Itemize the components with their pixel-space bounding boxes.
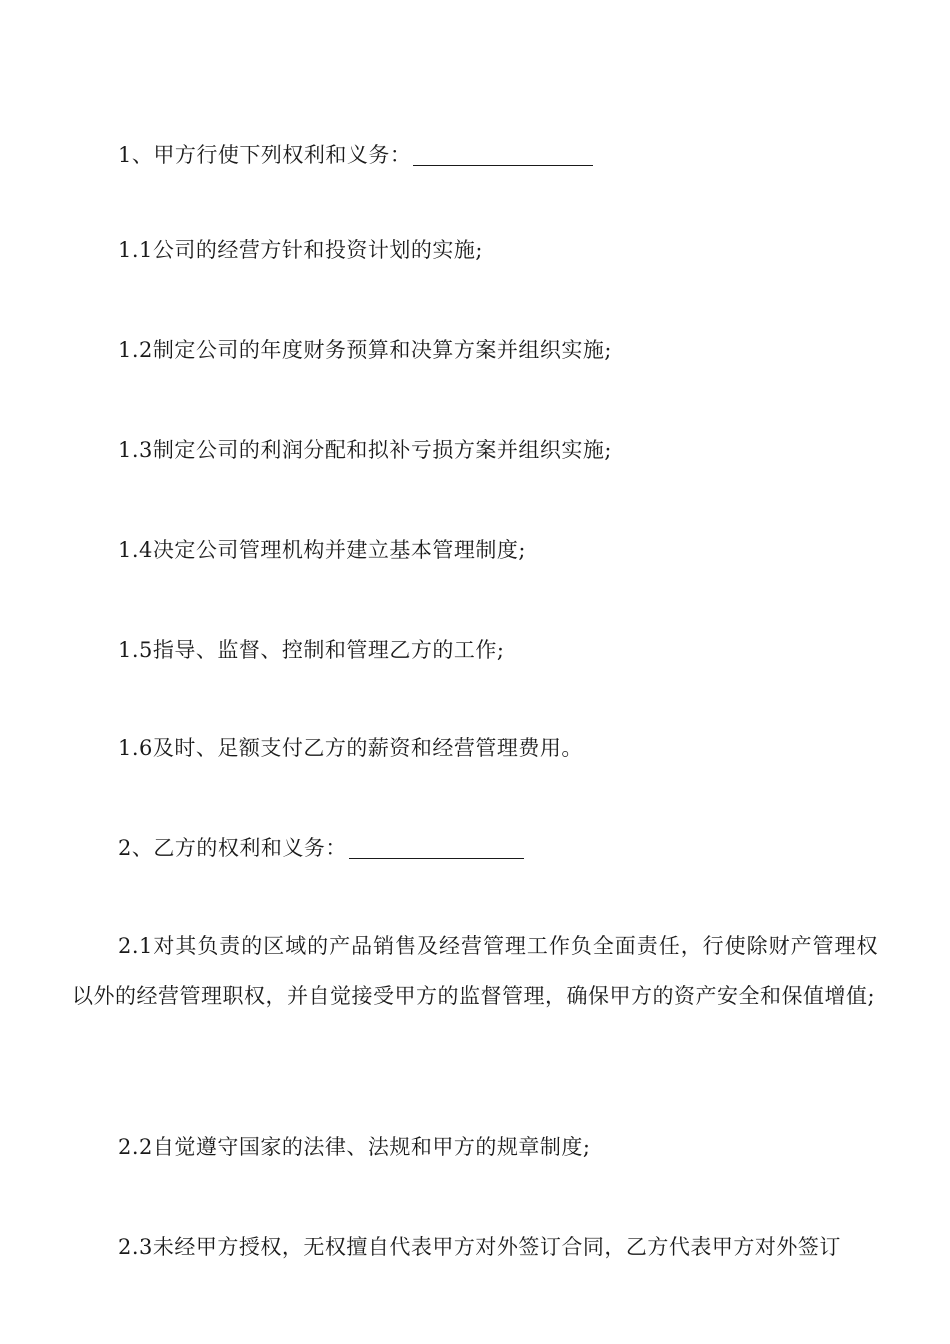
clause-2-3: 2.3未经甲方授权，无权擅自代表甲方对外签订合同，乙方代表甲方对外签订: [118, 1235, 841, 1259]
clause-2-blank-line: [349, 857, 524, 859]
clause-1-1: 1.1公司的经营方针和投资计划的实施;: [118, 238, 483, 262]
clause-1-2: 1.2制定公司的年度财务预算和决算方案并组织实施;: [118, 338, 612, 362]
clause-1-3: 1.3制定公司的利润分配和拟补亏损方案并组织实施;: [118, 438, 612, 462]
clause-2-text: 2、乙方的权利和义务：: [118, 836, 347, 860]
clause-1-6: 1.6及时、足额支付乙方的薪资和经营管理费用。: [118, 736, 583, 760]
clause-2-2: 2.2自觉遵守国家的法律、法规和甲方的规章制度;: [118, 1135, 591, 1159]
clause-2-heading: [72, 838, 878, 859]
clause-1-text: 1、甲方行使下列权利和义务：: [118, 143, 412, 167]
clause-1-heading: [72, 145, 878, 166]
clause-1-5: 1.5指导、监督、控制和管理乙方的工作;: [118, 638, 505, 662]
clause-2-1: 2.1对其负责的区域的产品销售及经营管理工作负全面责任，行使除财产管理权以外的经营管理职权，并自觉接受甲方的监督管理，确保甲方的资产安全和保值增值;: [72, 934, 878, 1008]
clause-1-blank-line: [413, 164, 593, 166]
clause-1-4: 1.4决定公司管理机构并建立基本管理制度;: [118, 538, 526, 562]
